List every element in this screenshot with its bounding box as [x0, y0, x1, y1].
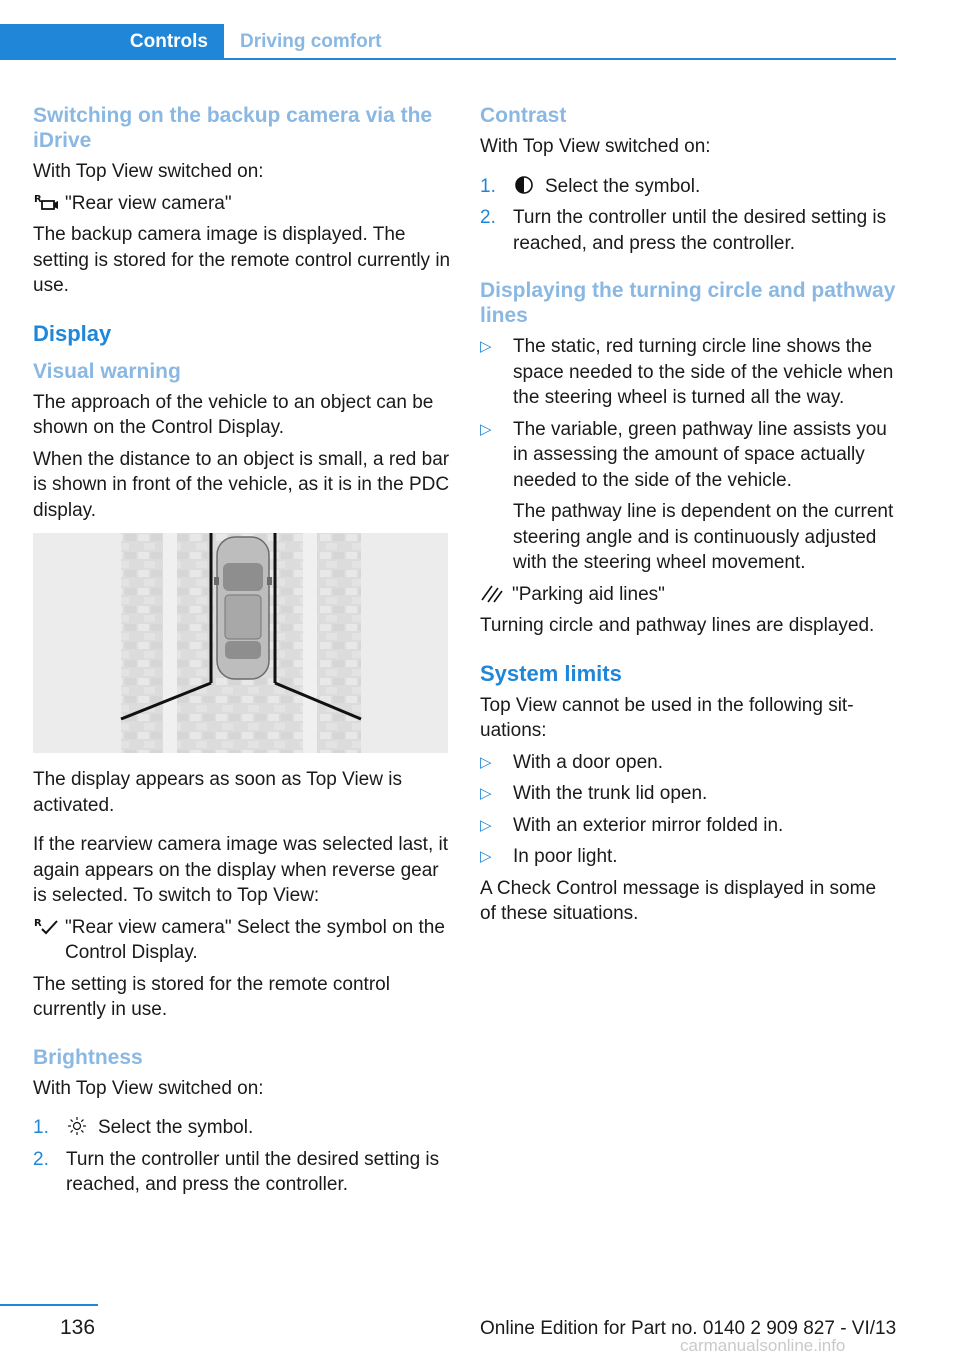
bullet-triangle-icon: ▷: [480, 753, 492, 771]
rear-camera-check-icon: [33, 915, 59, 937]
step-text: Select the symbol.: [98, 1117, 254, 1138]
menu-line-rear-camera-select: [33, 915, 453, 966]
text-pathway-dependent: The pathway line is dependent on the current steering angle and is continuously adjusted with the steering wheel movement.: [513, 501, 894, 573]
menu-line-rear-camera: [33, 191, 453, 217]
bullet-text: The static, red turning circle line shows the space needed to the side of the vehicle when the steering wheel is turned all the way.: [513, 336, 894, 408]
step-number: 2.: [33, 1148, 49, 1170]
parking-aid-lines-icon: [480, 582, 506, 604]
edition-text: Online Edition for Part no. 0140 2 909 827 - VI/13: [480, 1318, 897, 1339]
top-view-illustration: [33, 533, 448, 753]
section-tab-driving-comfort: Driving comfort: [240, 31, 382, 52]
bullet-triangle-icon: ▷: [480, 338, 492, 355]
heading-switching-backup-camera: Switching on the backup camera via the iDrive: [33, 104, 433, 152]
bullet-triangle-icon: ▷: [480, 848, 492, 865]
menu-line-parking-aid: [480, 582, 896, 608]
step-text: Turn the controller until the desired setting is reached, and press the controller.: [66, 1148, 440, 1195]
menu-label-rear-camera-select: "Rear view camera" Select the symbol on the Control Display.: [65, 916, 445, 963]
bullet-text: With an exterior mirror folded in.: [513, 814, 784, 836]
brightness-sun-icon: [66, 1115, 92, 1137]
step-text: Turn the controller until the desired setting is reached, and press the controller.: [513, 207, 887, 254]
text-topview-switched-on: With Top View switched on:: [33, 161, 264, 182]
rear-camera-icon: [33, 191, 59, 213]
limits-bullet-2: [480, 781, 896, 807]
car-icon: [214, 537, 272, 679]
contrast-icon: [513, 174, 539, 196]
step-number: 2.: [480, 207, 496, 228]
text-limits-intro: Top View cannot be used in the following situations:: [480, 694, 854, 741]
heading-brightness: Brightness: [33, 1045, 143, 1069]
contrast-step-2: [480, 205, 896, 256]
turning-bullet-1: [480, 334, 896, 411]
heading-turning-circle: Displaying the turning circle and pathway lines: [480, 279, 896, 327]
page-header: [0, 24, 896, 60]
text-check-control: A Check Control message is displayed in some of these situations.: [480, 877, 877, 924]
chapter-tab-controls: Controls: [0, 24, 224, 60]
limits-bullet-1: [480, 750, 896, 776]
contrast-step-1: [480, 174, 896, 200]
heading-visual-warning: Visual warning: [33, 359, 181, 383]
heading-system-limits: System limits: [480, 660, 622, 686]
bullet-triangle-icon: ▷: [480, 816, 492, 834]
bullet-text: The variable, green pathway line assists you in assessing the amount of space actually needed to the side of the vehicle.: [513, 418, 887, 491]
text-setting-stored: The setting is stored for the remote control currently in use.: [33, 973, 390, 1020]
limits-bullet-3: [480, 813, 896, 839]
text-distance-red-bar: When the distance to an object is small, a red bar is shown in front of the vehicle, as it is in the PDC display.: [33, 448, 450, 521]
header-rule: [224, 58, 896, 60]
step-number: 1.: [480, 175, 496, 197]
bullet-text: In poor light.: [513, 846, 618, 867]
text-topview-switched-on-2: With Top View switched on:: [33, 1077, 264, 1099]
turning-bullet-2: [480, 417, 896, 494]
menu-label-parking-aid: "Parking aid lines": [512, 583, 665, 605]
left-column: [33, 103, 453, 1204]
right-column: [480, 103, 896, 933]
text-backup-image-displayed: The backup camera image is displayed. The setting is stored for the remote control currently in use.: [33, 224, 451, 296]
step-text: Select the symbol.: [545, 175, 701, 197]
bullet-text: With the trunk lid open.: [513, 783, 708, 804]
limits-bullet-4: [480, 844, 896, 870]
text-rearview-last: If the rearview camera image was selected last, it again appears on the display when reverse gear is selected. To switch to Top View:: [33, 834, 449, 906]
svg-text:R: R: [34, 917, 42, 929]
bullet-text: With a door open.: [513, 751, 663, 773]
top-view-diagram: [33, 533, 448, 753]
step-number: 1.: [33, 1117, 49, 1138]
heading-contrast: Contrast: [480, 104, 567, 127]
text-topview-switched-on-3: With Top View switched on:: [480, 136, 711, 157]
bullet-triangle-icon: ▷: [480, 785, 492, 802]
bullet-triangle-icon: ▷: [480, 420, 492, 438]
footer-rule: [0, 1304, 98, 1306]
brightness-step-2: [33, 1147, 453, 1198]
brightness-step-1: [33, 1115, 453, 1141]
heading-display: Display: [33, 320, 112, 346]
text-lines-displayed: Turning circle and pathway lines are displayed.: [480, 615, 875, 636]
svg-text:R: R: [34, 193, 42, 205]
page-number: 136: [60, 1316, 96, 1339]
text-approach: The approach of the vehicle to an object can be shown on the Control Display.: [33, 391, 434, 438]
text-display-appears: The display appears as soon as Top View is activated.: [33, 769, 402, 816]
watermark: carmanualsonline.info: [680, 1336, 846, 1355]
menu-label-rear-camera: "Rear view camera": [65, 192, 232, 214]
